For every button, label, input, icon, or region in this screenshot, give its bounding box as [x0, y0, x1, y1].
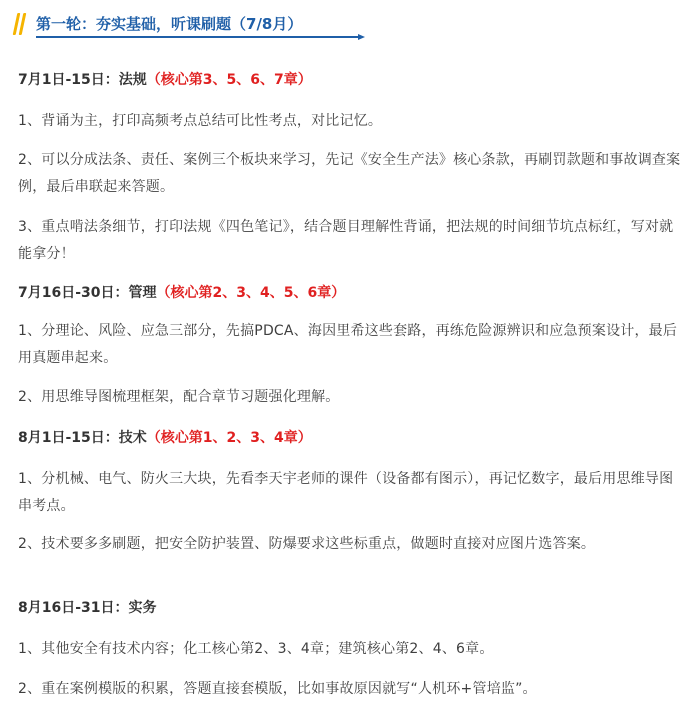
- paragraph: 1、其他安全有技术内容；化工核心第2、3、4章；建筑核心第2、4、6章。: [18, 641, 494, 657]
- double-slash-bars-icon: [13, 13, 27, 35]
- paragraph: 2、重在案例模版的积累，答题直接套模版，比如事故原因就写“人机环+管培监”。: [18, 681, 537, 697]
- paragraph: 2、技术要多多刷题，把安全防护装置、防爆要求这些标重点，做题时直接对应图片选答案。: [18, 536, 596, 552]
- paragraph: 3、重点啃法条细节，打印法规《四色笔记》，结合题目理解性背诵，把法规的时间细节坑点标红，写对就能拿分！: [18, 219, 674, 262]
- page-title: 第一轮：夯实基础，听课刷题（7/8月）: [36, 15, 303, 33]
- section-heading-highlight: （核心第2、3、4、5、6章）: [156, 285, 346, 301]
- section-heading-text: 7月16日-30日：管理: [18, 285, 157, 301]
- section-heading-text: 8月1日-15日：技术: [18, 430, 147, 446]
- section-heading-highlight: （核心第3、5、6、7章）: [146, 72, 312, 88]
- section-heading-highlight: （核心第1、2、3、4章）: [146, 430, 312, 446]
- section-heading-management: [18, 283, 345, 303]
- section-heading-regulations: [18, 70, 312, 90]
- section-heading-text: 7月1日-15日：法规: [18, 72, 147, 88]
- section-heading-technology: [18, 428, 312, 448]
- paragraph: 2、可以分成法条、责任、案例三个板块来学习，先记《安全生产法》核心条款，再刷罚款题和事故调查案例，最后串联起来答题。: [18, 152, 681, 195]
- title-underline: [36, 36, 358, 38]
- section-heading-text: 8月16日-31日：实务: [18, 600, 157, 616]
- paragraph: 1、分机械、电气、防火三大块，先看李天宇老师的课件（设备都有图示），再记忆数字，最后用思维导图串考点。: [18, 471, 674, 514]
- paragraph: 1、分理论、风险、应急三部分，先搞PDCA、海因里希这些套路，再练危险源辨识和应急预案设计，最后用真题串起来。: [18, 323, 678, 366]
- paragraph: 1、背诵为主，打印高频考点总结可比性考点，对比记忆。: [18, 113, 383, 129]
- paragraph: 2、用思维导图梳理框架，配合章节习题强化理解。: [18, 389, 340, 405]
- section-header: [13, 10, 685, 38]
- section-heading-practice: [18, 598, 157, 618]
